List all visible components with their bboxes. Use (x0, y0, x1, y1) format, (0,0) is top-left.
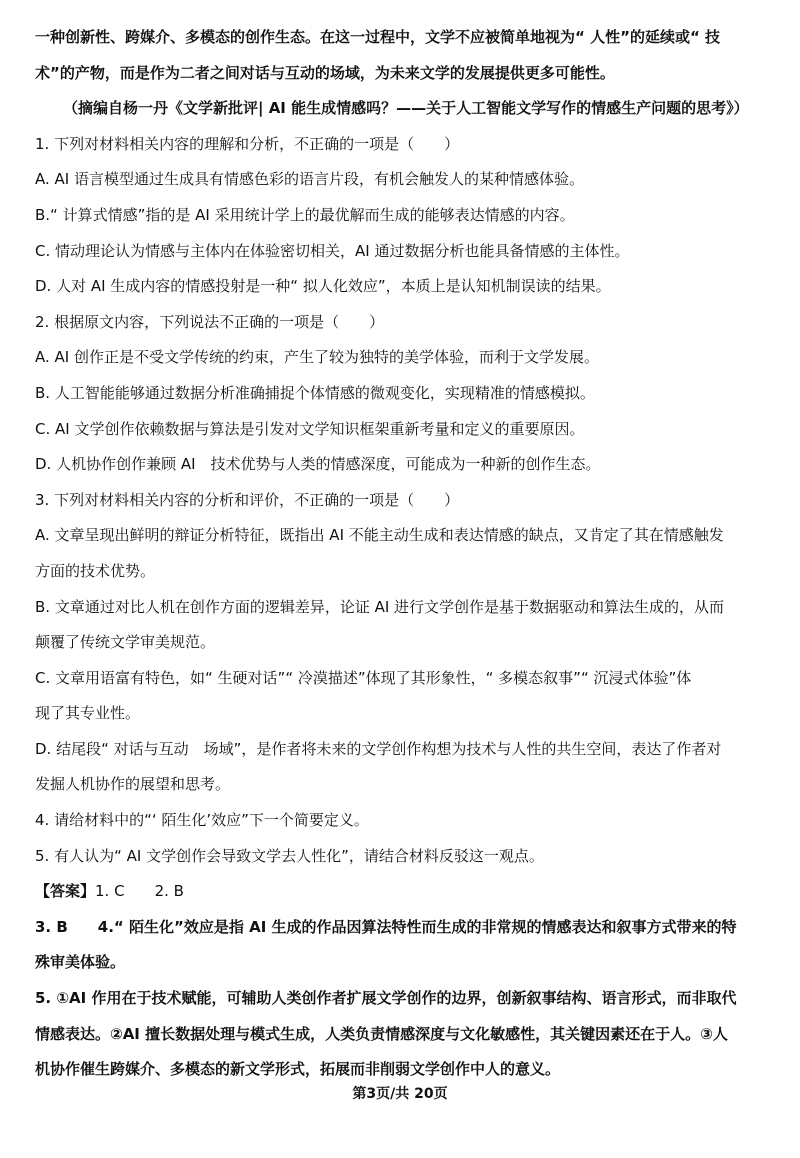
question-stem: 5. 有人认为“ AI 文学创作会导致文学去人性化”，请结合材料反驳这一观点。 (35, 846, 544, 865)
passage-source: （摘编自杨一丹《文学新批评| AI 能生成情感吗？——关于人工智能文学写作的情感生产问题的思考》） (63, 99, 749, 118)
passage-ending (35, 20, 775, 127)
question-stem: 1. 下列对材料相关内容的理解和分析，不正确的一项是（ ） (35, 134, 460, 153)
question-3 (35, 483, 775, 803)
passage-line: 一种创新性、跨媒介、多模态的创作生态。在这一过程中，文学不应被简单地视为“ 人性”的延续或“ 技 (35, 28, 721, 46)
question-stem: 3. 下列对材料相关内容的分析和评价，不正确的一项是（ ） (35, 490, 460, 509)
page-number: 第3页/共 20页 (352, 1086, 448, 1102)
option-c: C. 文章用语富有特色，如“ 生硬对话”“ 冷漠描述”体现了其形象性，“ 多模态叙事”“ 沉浸式体验”体 (35, 668, 692, 687)
question-5 (35, 839, 775, 875)
answer-section (35, 874, 775, 1088)
option-a: A. AI 语言模型通过生成具有情感色彩的语言片段，有机会触发人的某种情感体验。 (35, 170, 584, 189)
answer-1-2: 1. C 2. B (95, 882, 184, 901)
option-a: A. AI 创作正是不受文学传统的约束，产生了较为独特的美学体验，而利于文学发展。 (35, 348, 599, 367)
option-a: A. 文章呈现出鲜明的辩证分析特征，既指出 AI 不能主动生成和表达情感的缺点，又肯定了其在情感触发 (35, 526, 724, 545)
question-stem: 4. 请给材料中的“‘ 陌生化’效应”下一个简要定义。 (35, 811, 369, 830)
option-b: B.“ 计算式情感”指的是 AI 采用统计学上的最优解而生成的能够表达情感的内容。 (35, 205, 575, 224)
answer-5-cont: 情感表达。②AI 擅长数据处理与模式生成，人类负责情感深度与文化敏感性，其关键因素还在于人。③人 (35, 1024, 728, 1043)
answer-line (35, 874, 775, 910)
option-c: C. AI 文学创作依赖数据与算法是引发对文学知识框架重新考量和定义的重要原因。 (35, 419, 585, 438)
option-a-cont: 方面的技术优势。 (35, 561, 156, 580)
answer-4-cont: 殊审美体验。 (35, 953, 126, 972)
answer-tag: 【答案】 (35, 882, 96, 901)
option-c-cont: 现了其专业性。 (35, 704, 141, 723)
question-1 (35, 127, 775, 305)
option-b: B. 人工智能能够通过数据分析准确捕捉个体情感的微观变化，实现精准的情感模拟。 (35, 383, 595, 402)
question-stem: 2. 根据原文内容，下列说法不正确的一项是（ ） (35, 312, 385, 331)
option-d-cont: 发掘人机协作的展望和思考。 (35, 775, 231, 794)
answer-3-4: 3. B 4.“ 陌生化”效应是指 AI 生成的作品因算法特性而生成的非常规的情感表达和叙事方式带来的特 (35, 917, 737, 936)
option-d: D. 人机协作创作兼顾 AI 技术优势与人类的情感深度，可能成为一种新的创作生态。 (35, 455, 601, 474)
option-d: D. 结尾段“ 对话与互动 场域”，是作者将未来的文学创作构想为技术与人性的共生空间，表达了作者对 (35, 739, 722, 758)
answer-5-cont: 机协作催生跨媒介、多模态的新文学形式，拓展而非削弱文学创作中人的意义。 (35, 1060, 561, 1079)
option-d: D. 人对 AI 生成内容的情感投射是一种“ 拟人化效应”，本质上是认知机制误读的结果。 (35, 277, 611, 296)
question-2 (35, 305, 775, 483)
answer-5: 5. ①AI 作用在于技术赋能，可辅助人类创作者扩展文学创作的边界，创新叙事结构、语言形式，而非取代 (35, 989, 737, 1008)
option-c: C. 情动理论认为情感与主体内在体验密切相关，AI 通过数据分析也能具备情感的主体性。 (35, 241, 630, 260)
option-b: B. 文章通过对比人机在创作方面的逻辑差异，论证 AI 进行文学创作是基于数据驱动和算法生成的，从而 (35, 597, 725, 616)
passage-line: 术”的产物，而是作为二者之间对话与互动的场域，为未来文学的发展提供更多可能性。 (35, 63, 615, 82)
question-4 (35, 803, 775, 839)
option-b-cont: 颠覆了传统文学审美规范。 (35, 633, 216, 652)
document-page (35, 20, 775, 1088)
